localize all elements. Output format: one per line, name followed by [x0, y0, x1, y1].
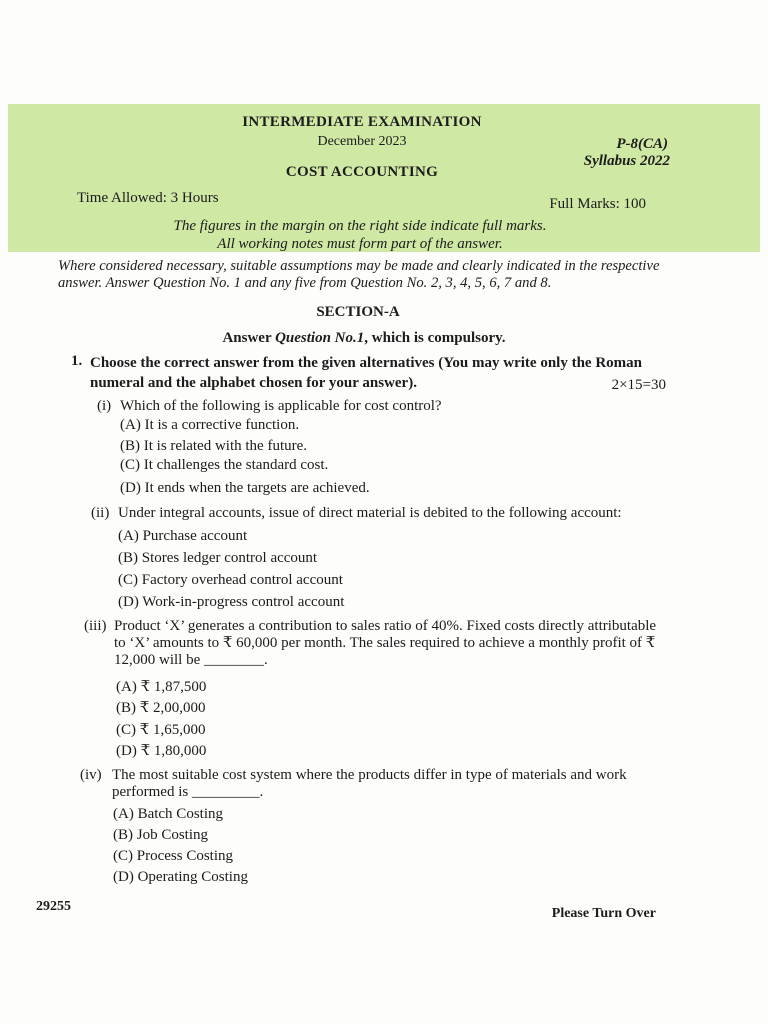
full-marks: Full Marks: 100: [549, 196, 646, 212]
subq-text: The most suitable cost system where the products differ in type of materials and work performed is _________.: [112, 767, 627, 800]
subq-numeral: (iii): [84, 618, 107, 634]
option: (B) It is related with the future.: [120, 438, 308, 454]
question-number: 1.: [71, 353, 83, 369]
instruction-working-notes: All working notes must form part of the answer.: [217, 236, 503, 252]
time-allowed: Time Allowed: 3 Hours: [77, 190, 219, 206]
option: (B) ₹ 2,00,000: [116, 700, 206, 716]
option: (C) Process Costing: [113, 848, 233, 864]
section-title: SECTION-A: [316, 304, 400, 320]
question-text: Choose the correct answer from the given alternatives (You may write only the Roman numeral and the alphabet chosen for your answer).: [90, 355, 642, 391]
option: (D) ₹ 1,80,000: [116, 743, 207, 759]
instruction-margin: The figures in the margin on the right side indicate full marks.: [173, 218, 547, 234]
option: (A) It is a corrective function.: [120, 417, 300, 433]
paper-serial: 29255: [36, 899, 71, 914]
subq-numeral: (i): [97, 398, 112, 414]
option: (A) ₹ 1,87,500: [116, 679, 207, 695]
exam-date: December 2023: [317, 134, 407, 149]
instruction-assumptions: Where considered necessary, suitable assumptions may be made and clearly indicated in the respective answer. Answer Question No. 1 and any five from Question No. 2, 3, 4, 5, 6, 7 and 8.: [58, 258, 660, 291]
option: (B) Stores ledger control account: [118, 550, 318, 566]
option: (C) ₹ 1,65,000: [116, 722, 206, 738]
compulsory-note: [0, 330, 728, 347]
compulsory-suffix: , which is compulsory.: [364, 330, 506, 346]
subq-text: Product ‘X’ generates a contribution to sales ratio of 40%. Fixed costs directly attributable to ‘X’ amounts to ₹ 60,000 per month. The sales required to achieve a monthly profit of ₹ 12,000 will be ________.: [114, 618, 657, 668]
option: (D) Work-in-progress control account: [118, 594, 345, 610]
subq-text: Under integral accounts, issue of direct material is debited to the following account:: [118, 505, 622, 521]
option: (C) It challenges the standard cost.: [120, 457, 329, 473]
subq-numeral: (ii): [91, 505, 110, 521]
syllabus-label: Syllabus 2022: [583, 153, 670, 169]
subject-title: COST ACCOUNTING: [285, 164, 439, 180]
option: (D) Operating Costing: [113, 869, 248, 885]
compulsory-prefix: Answer: [222, 330, 276, 346]
option: (B) Job Costing: [113, 827, 209, 843]
option: (A) Batch Costing: [113, 806, 223, 822]
turn-over-note: Please Turn Over: [551, 906, 656, 921]
compulsory-question: Question No.1: [275, 330, 365, 346]
exam-title: INTERMEDIATE EXAMINATION: [242, 114, 482, 130]
paper-code: P-8(CA): [616, 136, 668, 152]
option: (A) Purchase account: [118, 528, 248, 544]
subq-text: Which of the following is applicable for cost control?: [120, 398, 442, 414]
option: (C) Factory overhead control account: [118, 572, 343, 588]
question-marks: 2×15=30: [611, 377, 666, 393]
option: (D) It ends when the targets are achieved.: [120, 480, 370, 496]
subq-numeral: (iv): [80, 767, 102, 783]
